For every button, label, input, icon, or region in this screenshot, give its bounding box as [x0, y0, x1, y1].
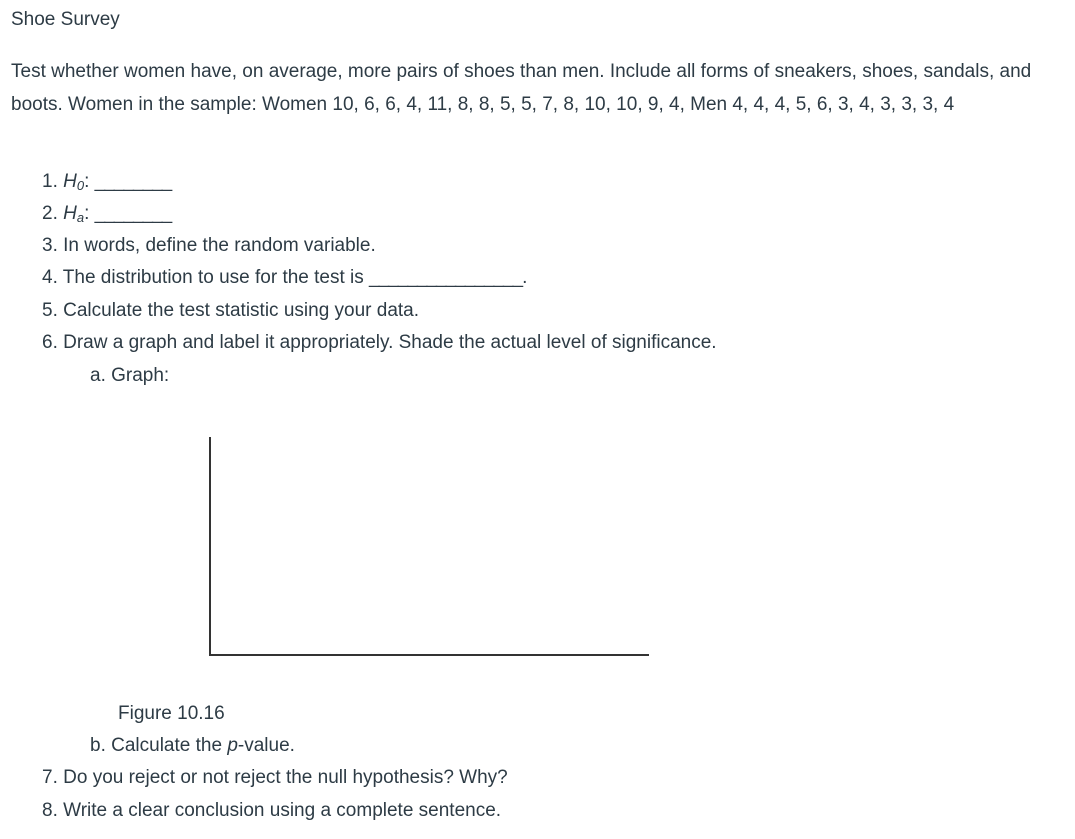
question-4 [42, 266, 527, 290]
q2-sub: a [76, 210, 85, 225]
q2-number: 2. [42, 203, 58, 224]
question-7: 7. Do you reject or not reject the null hypothesis? Why? [42, 767, 508, 788]
q2-blank: ________ [94, 203, 172, 224]
question-3: 3. In words, define the random variable. [42, 235, 376, 256]
q4-end: . [522, 267, 528, 288]
q6b-var: p [227, 735, 238, 756]
q6b-post: -value. [237, 735, 295, 756]
q6b-pre: b. Calculate the [90, 735, 228, 756]
q4-text: 4. The distribution to use for the test is [42, 267, 370, 288]
q2-var: H [63, 203, 77, 224]
graph-y-axis [209, 437, 211, 656]
page-title: Shoe Survey [11, 9, 120, 30]
question-5: 5. Calculate the test statistic using your data. [42, 300, 420, 321]
question-1 [42, 170, 171, 198]
q1-colon: : [84, 171, 90, 192]
q4-blank: ________________ [369, 267, 523, 288]
figure-caption: Figure 10.16 [118, 703, 225, 724]
q1-var: H [63, 171, 77, 192]
question-6b [90, 734, 295, 758]
q1-blank: ________ [94, 171, 172, 192]
q2-colon: : [84, 203, 90, 224]
question-8: 8. Write a clear conclusion using a complete sentence. [42, 800, 502, 821]
question-6: 6. Draw a graph and label it appropriately. Shade the actual level of significance. [42, 332, 717, 353]
q1-sub: 0 [76, 178, 85, 193]
graph-x-axis [209, 654, 649, 656]
problem-intro: Test whether women have, on average, more pairs of shoes than men. Include all forms of sneakers, shoes, sandals, and boots. Women in the sample: Women 10, 6, 6, 4, 11, 8, 8, 5, 5, 7, 8, 10, 10, 9, 4, Men 4, 4, 4, 5, 6, 3, 4, 3, 3, 3, 4 [11, 61, 1032, 115]
question-2 [42, 202, 171, 230]
question-6a: a. Graph: [90, 365, 170, 386]
q1-number: 1. [42, 171, 58, 192]
